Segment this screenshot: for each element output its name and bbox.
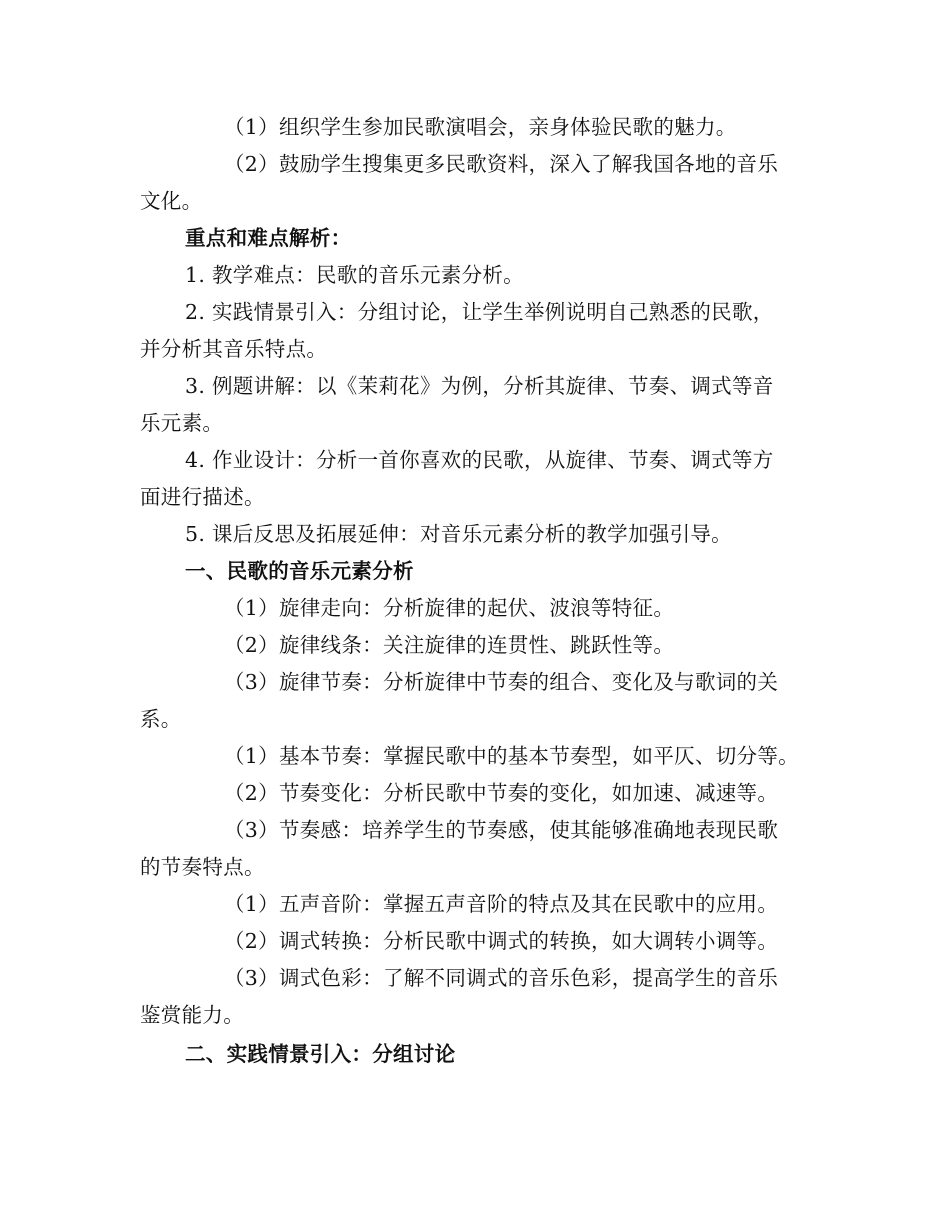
paragraph-line: 乐元素。: [140, 411, 224, 435]
paragraph-line: （1）旋律走向：分析旋律的起伏、波浪等特征。: [224, 596, 675, 620]
section-heading: 二、实践情景引入：分组讨论: [185, 1042, 456, 1066]
paragraph-line: （2）调式转换：分析民歌中调式的转换，如大调转小调等。: [224, 929, 779, 953]
paragraph-line: 鉴赏能力。: [140, 1003, 244, 1027]
paragraph-line: （1）基本节奏：掌握民歌中的基本节奏型，如平仄、切分等。: [224, 744, 799, 768]
paragraph-line: 5. 课后反思及拓展延伸：对音乐元素分析的教学加强引导。: [185, 522, 732, 546]
paragraph-line: 的节奏特点。: [140, 855, 265, 879]
section-heading: 一、民歌的音乐元素分析: [185, 559, 414, 583]
paragraph-line: （3）节奏感：培养学生的节奏感，使其能够准确地表现民歌: [224, 818, 779, 842]
paragraph-line: 4. 作业设计：分析一首你喜欢的民歌，从旋律、节奏、调式等方: [185, 448, 774, 472]
paragraph-line: （1）五声音阶：掌握五声音阶的特点及其在民歌中的应用。: [224, 892, 779, 916]
paragraph-line: 面进行描述。: [140, 485, 265, 509]
paragraph-line: 文化。: [140, 189, 203, 213]
paragraph-line: （3）旋律节奏：分析旋律中节奏的组合、变化及与歌词的关: [224, 670, 779, 694]
paragraph-line: （3）调式色彩：了解不同调式的音乐色彩，提高学生的音乐: [224, 966, 779, 990]
paragraph-line: 并分析其音乐特点。: [140, 337, 328, 361]
paragraph-line: 系。: [140, 707, 182, 731]
paragraph-line: （1）组织学生参加民歌演唱会，亲身体验民歌的魅力。: [224, 115, 737, 139]
paragraph-line: 3. 例题讲解：以《茉莉花》为例，分析其旋律、节奏、调式等音: [185, 374, 774, 398]
paragraph-line: 2. 实践情景引入：分组讨论，让学生举例说明自己熟悉的民歌，: [185, 300, 774, 324]
section-heading: 重点和难点解析：: [185, 226, 352, 250]
paragraph-line: 1. 教学难点：民歌的音乐元素分析。: [185, 263, 524, 287]
paragraph-line: （2）旋律线条：关注旋律的连贯性、跳跃性等。: [224, 633, 675, 657]
paragraph-line: （2）节奏变化：分析民歌中节奏的变化，如加速、减速等。: [224, 781, 779, 805]
paragraph-line: （2）鼓励学生搜集更多民歌资料，深入了解我国各地的音乐: [224, 152, 779, 176]
